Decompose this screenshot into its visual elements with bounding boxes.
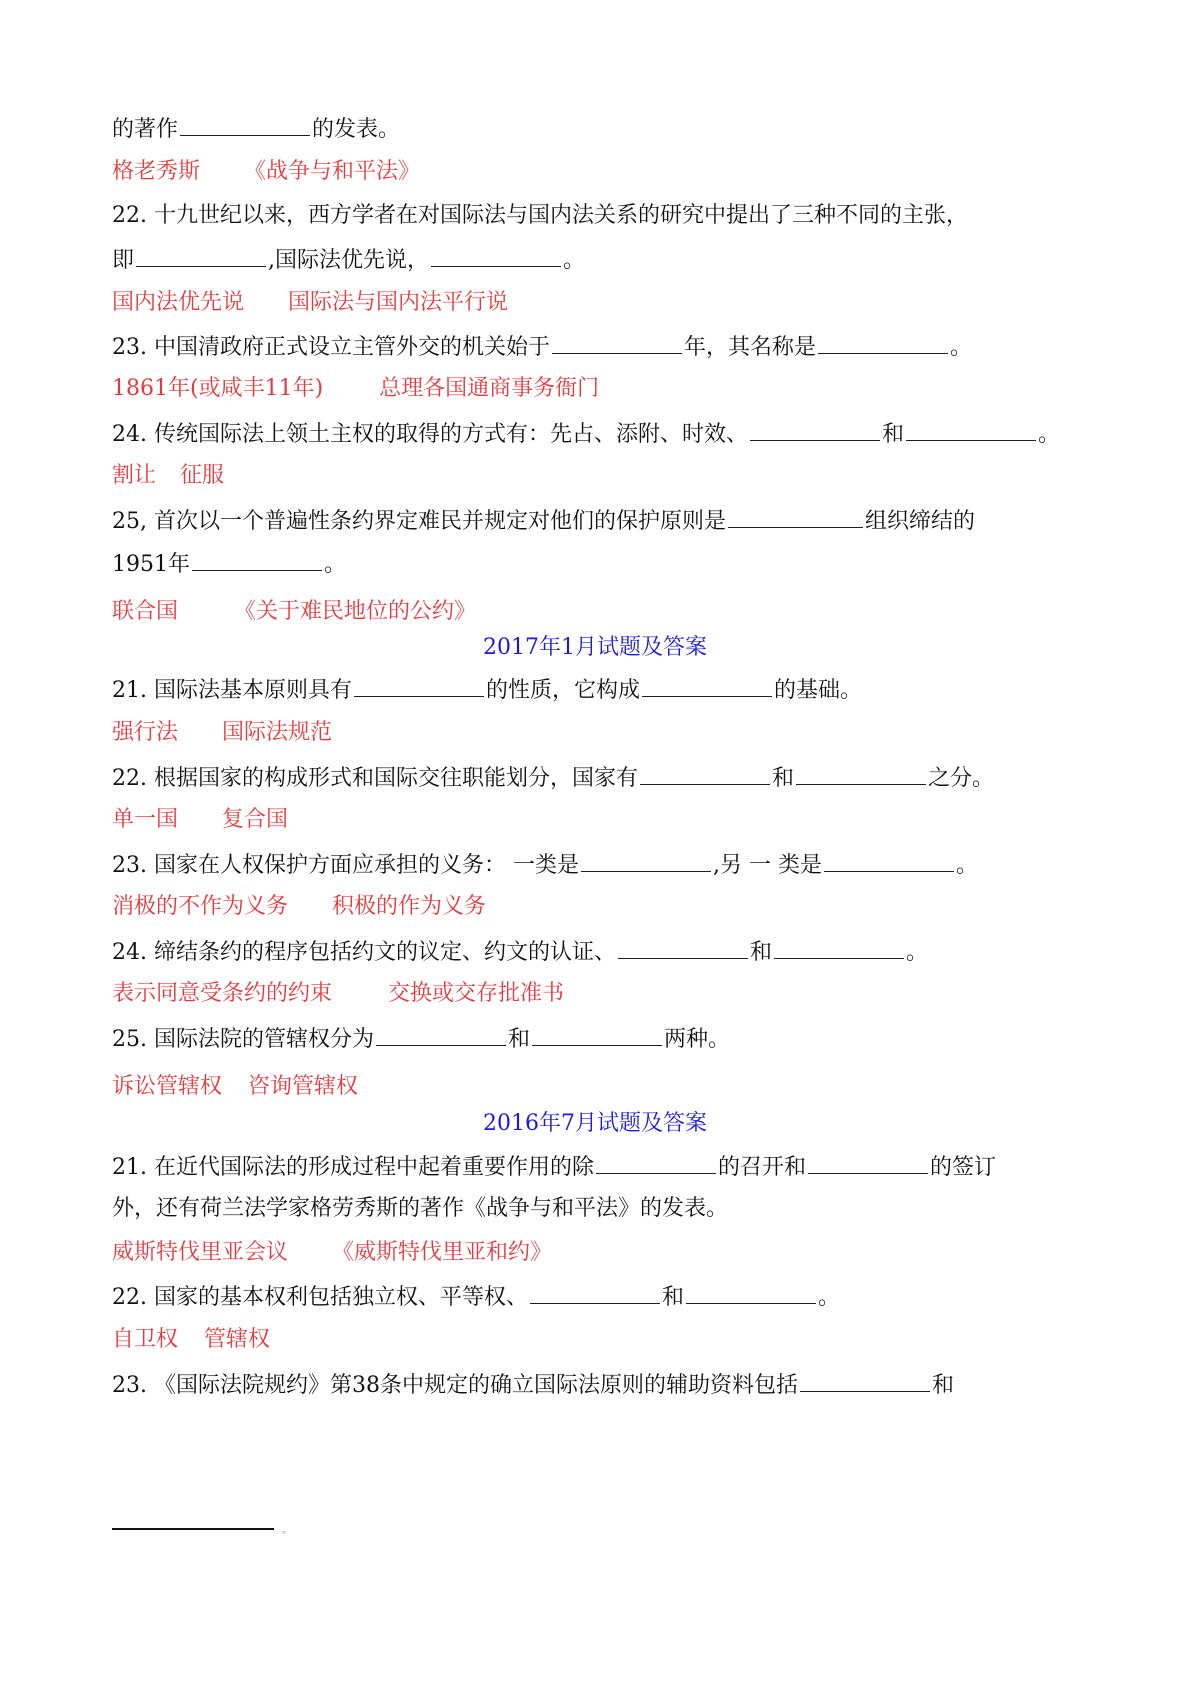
question-line: 23. 《国际法院规约》第38条中规定的确立国际法原则的辅助资料包括 和 — [112, 1367, 1090, 1401]
question-line: 1951年 。 — [112, 546, 1090, 580]
answer-line: 诉讼管辖权 咨询管辖权 — [112, 1074, 359, 1099]
answer-blank — [686, 1279, 816, 1304]
question-line: 24. 传统国际法上领土主权的取得的方式有：先占、添附、时效、 和 。 — [112, 416, 1090, 450]
answer-blank — [906, 416, 1036, 441]
section-heading: 2017年1月试题及答案 — [483, 635, 707, 660]
answer-line: 单一国 复合国 — [112, 807, 289, 832]
answer-line: 消极的不作为义务 积极的作为义务 — [112, 894, 487, 919]
question-line: 25, 首次以一个普遍性条约界定难民并规定对他们的保护原则是 组织缔结的 — [112, 503, 1090, 537]
answer-line: 强行法 国际法规范 — [112, 720, 333, 745]
answer-blank — [552, 329, 682, 354]
answer-line: 表示同意受条约的约束 交换或交存批准书 — [112, 981, 565, 1006]
question-line: 21. 国际法基本原则具有 的性质，它构成 的基础。 — [112, 672, 1090, 706]
answer-line: 联合国 《关于难民地位的公约》 — [112, 599, 477, 624]
answer-line: 自卫权 管辖权 — [112, 1327, 271, 1352]
question-line: 23. 中国清政府正式设立主管外交的机关始于 年，其名称是 。 — [112, 329, 1090, 363]
answer-blank — [354, 672, 484, 697]
answer-blank — [728, 503, 863, 528]
question-line: 22. 十九世纪以来，西方学者在对国际法与国内法关系的研究中提出了三种不同的主张， — [112, 203, 968, 228]
question-line: 25. 国际法院的管辖权分为 和 两种。 — [112, 1021, 1090, 1055]
answer-blank — [796, 760, 926, 785]
answer-blank — [596, 1149, 716, 1174]
section-heading: 2016年7月试题及答案 — [483, 1111, 707, 1136]
trailing-period: 。 — [282, 1525, 292, 1536]
question-line: 的著作 的发表。 — [112, 111, 1090, 145]
answer-blank — [618, 934, 748, 959]
question-line: 21. 在近代国际法的形成过程中起着重要作用的除 的召开和 的签订 — [112, 1149, 1090, 1183]
answer-blank — [532, 1021, 662, 1046]
answer-blank — [640, 760, 770, 785]
answer-blank — [818, 329, 948, 354]
answer-blank — [642, 672, 772, 697]
answer-line: 格老秀斯 《战争与和平法》 — [112, 159, 421, 184]
question-line: 外，还有荷兰法学家格劳秀斯的著作《战争与和平法》的发表。 — [112, 1196, 729, 1221]
answer-line: 割让 征服 — [112, 463, 225, 488]
answer-blank — [808, 1149, 928, 1174]
answer-blank — [824, 847, 954, 872]
answer-blank — [431, 242, 561, 267]
question-line: 22. 国家的基本权利包括独立权、平等权、 和 。 — [112, 1279, 1090, 1313]
answer-line: 1861年(或咸丰11年) 总理各国通商事务衙门 — [112, 376, 600, 401]
answer-blank — [180, 111, 310, 136]
question-line: 24. 缔结条约的程序包括约文的议定、约文的认证、 和 。 — [112, 934, 1090, 968]
answer-blank — [376, 1021, 506, 1046]
answer-blank — [750, 416, 880, 441]
answer-line: 威斯特伐里亚会议 《威斯特伐里亚和约》 — [112, 1240, 553, 1265]
question-line: 23. 国家在人权保护方面应承担的义务： 一类是 ,另 一 类是 。 — [112, 847, 1090, 881]
question-line: 即 ,国际法优先说， 。 — [112, 242, 1090, 276]
answer-blank — [800, 1367, 930, 1392]
answer-line: 国内法优先说 国际法与国内法平行说 — [112, 290, 509, 315]
question-line: 22. 根据国家的构成形式和国际交往职能划分，国家有 和 之分。 — [112, 760, 1090, 794]
answer-blank — [136, 242, 266, 267]
answer-blank — [192, 546, 322, 571]
answer-blank — [581, 847, 711, 872]
answer-blank — [112, 1528, 274, 1530]
answer-blank — [774, 934, 904, 959]
answer-blank — [530, 1279, 660, 1304]
